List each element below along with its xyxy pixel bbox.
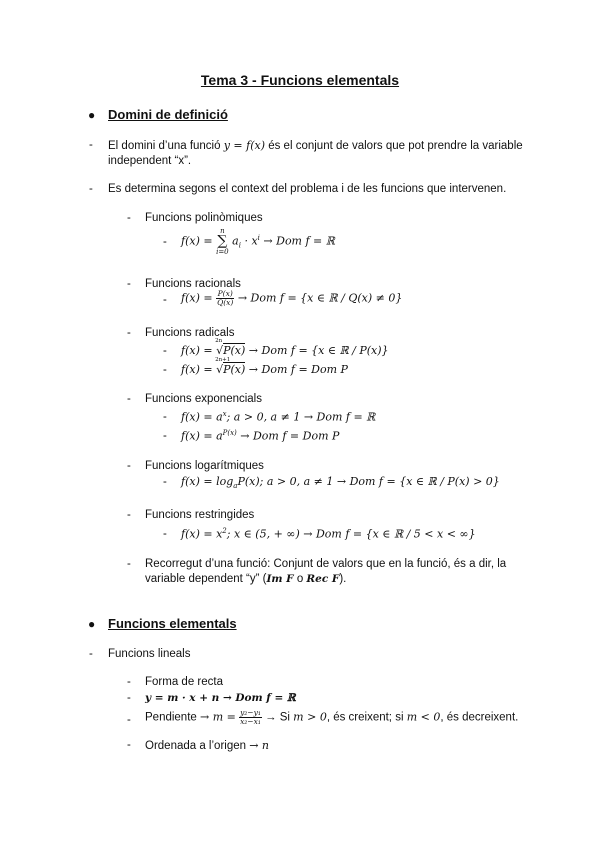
list-dash: -	[127, 327, 131, 339]
math: a	[232, 234, 239, 248]
list-dash: -	[127, 393, 131, 405]
list-dash: -	[127, 460, 131, 472]
paragraph-ordenada	[145, 739, 269, 752]
radicand: P(x)	[223, 344, 246, 357]
math: → Dom f = Dom P	[240, 429, 340, 443]
page-title: Tema 3 - Funcions elementals	[200, 72, 400, 88]
math-inline: y = f(x)	[223, 139, 266, 152]
math: f(x) =	[181, 291, 213, 305]
math: f(x) = log	[181, 475, 234, 488]
list-dash: -	[127, 714, 131, 726]
formula-exponencials-1	[181, 410, 375, 424]
exponent: 2	[222, 527, 227, 535]
label-forma-recta: Forma de recta	[145, 676, 223, 688]
math: m < 0	[406, 710, 441, 724]
section-bullet: ●	[88, 108, 96, 122]
label-lineals: Funcions lineals	[108, 648, 191, 660]
math: f(x) = a	[181, 410, 223, 424]
numerator: y₂−y₁	[240, 708, 261, 717]
math: P(x); a > 0, a ≠ 1 → Dom f = {x ∈ ℝ / P(x) > 0}	[237, 475, 500, 488]
math: → n	[249, 739, 270, 752]
section-heading-domini: Domini de definició	[108, 107, 228, 122]
label-restringides: Funcions restringides	[145, 509, 255, 521]
exponent: x	[222, 410, 227, 418]
list-dash: -	[127, 676, 131, 688]
denominator: x₂−x₁	[240, 717, 261, 726]
root-index: 2n+1	[215, 357, 231, 363]
text: és el conjunt de valors que pot prendre la variable	[268, 140, 523, 152]
text: Pendiente	[145, 711, 197, 724]
sqrt-icon: √	[216, 344, 224, 357]
section-heading-funcions-elementals: Funcions elementals	[108, 616, 237, 631]
formula-racionals	[181, 290, 402, 307]
list-dash: -	[127, 739, 131, 751]
text: o	[296, 573, 304, 585]
label-polinomiques: Funcions polinòmiques	[145, 212, 263, 224]
list-dash: -	[163, 411, 167, 423]
log-base: a	[233, 482, 238, 491]
root	[215, 357, 246, 376]
list-dash: -	[127, 558, 131, 570]
root	[215, 338, 246, 357]
exponent: P(x)	[222, 429, 237, 437]
math: → Dom f = ℝ	[263, 234, 335, 248]
paragraph-recorregut-line2	[145, 573, 346, 585]
label-logaritmiques: Funcions logarítmiques	[145, 460, 264, 472]
text: , és creixent; si	[326, 711, 404, 724]
list-dash: -	[163, 345, 167, 357]
math: m > 0	[293, 710, 327, 724]
list-dash: -	[163, 528, 167, 540]
math: f(x) =	[181, 344, 213, 357]
list-dash: -	[127, 212, 131, 224]
sum-symbol	[216, 227, 229, 256]
sqrt-icon: √	[216, 363, 224, 376]
list-dash: -	[163, 236, 167, 248]
paragraph-context: Es determina segons el context del problema i de les funcions que intervenen.	[108, 183, 507, 195]
formula-restringides	[181, 527, 476, 541]
list-dash: -	[127, 509, 131, 521]
list-dash: -	[163, 364, 167, 376]
math: f(x) = a	[181, 429, 223, 443]
label-exponencials: Funcions exponencials	[145, 393, 262, 405]
math: ; x ∈ (5, + ∞) → Dom f = {x ∈ ℝ / 5 < x < ∞}	[226, 527, 476, 541]
paragraph-recorregut: Recorregut d’una funció: Conjunt de valors que en la funció, és a dir, la	[145, 558, 507, 570]
text: El domini d’una funció	[108, 140, 221, 152]
denominator: Q(x)	[217, 298, 234, 307]
sigma-icon: ∑	[217, 233, 228, 249]
paragraph-line: independent “x”.	[108, 155, 192, 167]
formula-radicals-even	[181, 338, 389, 357]
list-dash: -	[89, 648, 93, 660]
list-dash: -	[127, 692, 131, 704]
math: f(x) = x	[181, 527, 223, 541]
list-dash: -	[163, 476, 167, 488]
math: Im F	[266, 573, 294, 585]
math: ; a > 0, a ≠ 1 → Dom f = ℝ	[226, 410, 376, 424]
formula-polinomiques: f(x) = n ∑ i=0 $a_i \cdot x^i$ → Dom f = ℝ	[181, 227, 335, 256]
numerator: P(x)	[217, 289, 233, 298]
math: → Dom f = Dom P	[248, 363, 348, 376]
formula-recta: y = m · x + n → Dom f = ℝ	[145, 692, 296, 704]
formula-exponencials-2	[181, 429, 339, 443]
list-dash: -	[89, 183, 93, 195]
label-radicals: Funcions radicals	[145, 327, 235, 339]
sum-bottom: i=0	[216, 248, 229, 256]
list-dash: -	[127, 278, 131, 290]
formula-logaritmiques	[181, 475, 500, 490]
text: ).	[339, 573, 347, 585]
math: f(x) =	[181, 363, 213, 376]
root-index: 2n	[215, 338, 223, 344]
math: → m =	[200, 710, 236, 724]
list-dash: -	[163, 430, 167, 442]
paragraph-domini-definition	[108, 139, 523, 152]
text: variable dependent “y” (	[145, 573, 267, 585]
math: → Dom f = {x ∈ ℝ / P(x)}	[248, 344, 389, 357]
section-bullet: ●	[88, 617, 96, 631]
sum-top: n	[220, 227, 225, 235]
math: f(x) =	[181, 234, 213, 248]
list-dash: -	[89, 139, 93, 151]
list-dash: -	[163, 294, 167, 306]
fraction	[239, 709, 262, 726]
radicand: P(x)	[223, 363, 246, 376]
formula-radicals-odd	[181, 357, 348, 376]
text: , és decreixent.	[440, 711, 519, 724]
text: Ordenada a l’origen	[145, 740, 247, 752]
fraction	[216, 290, 234, 307]
text: → Si	[265, 711, 290, 724]
math: Rec F	[306, 573, 340, 585]
paragraph-pendiente	[145, 709, 518, 726]
math: → Dom f = {x ∈ ℝ / Q(x) ≠ 0}	[237, 291, 403, 305]
label-racionals: Funcions racionals	[145, 278, 241, 290]
